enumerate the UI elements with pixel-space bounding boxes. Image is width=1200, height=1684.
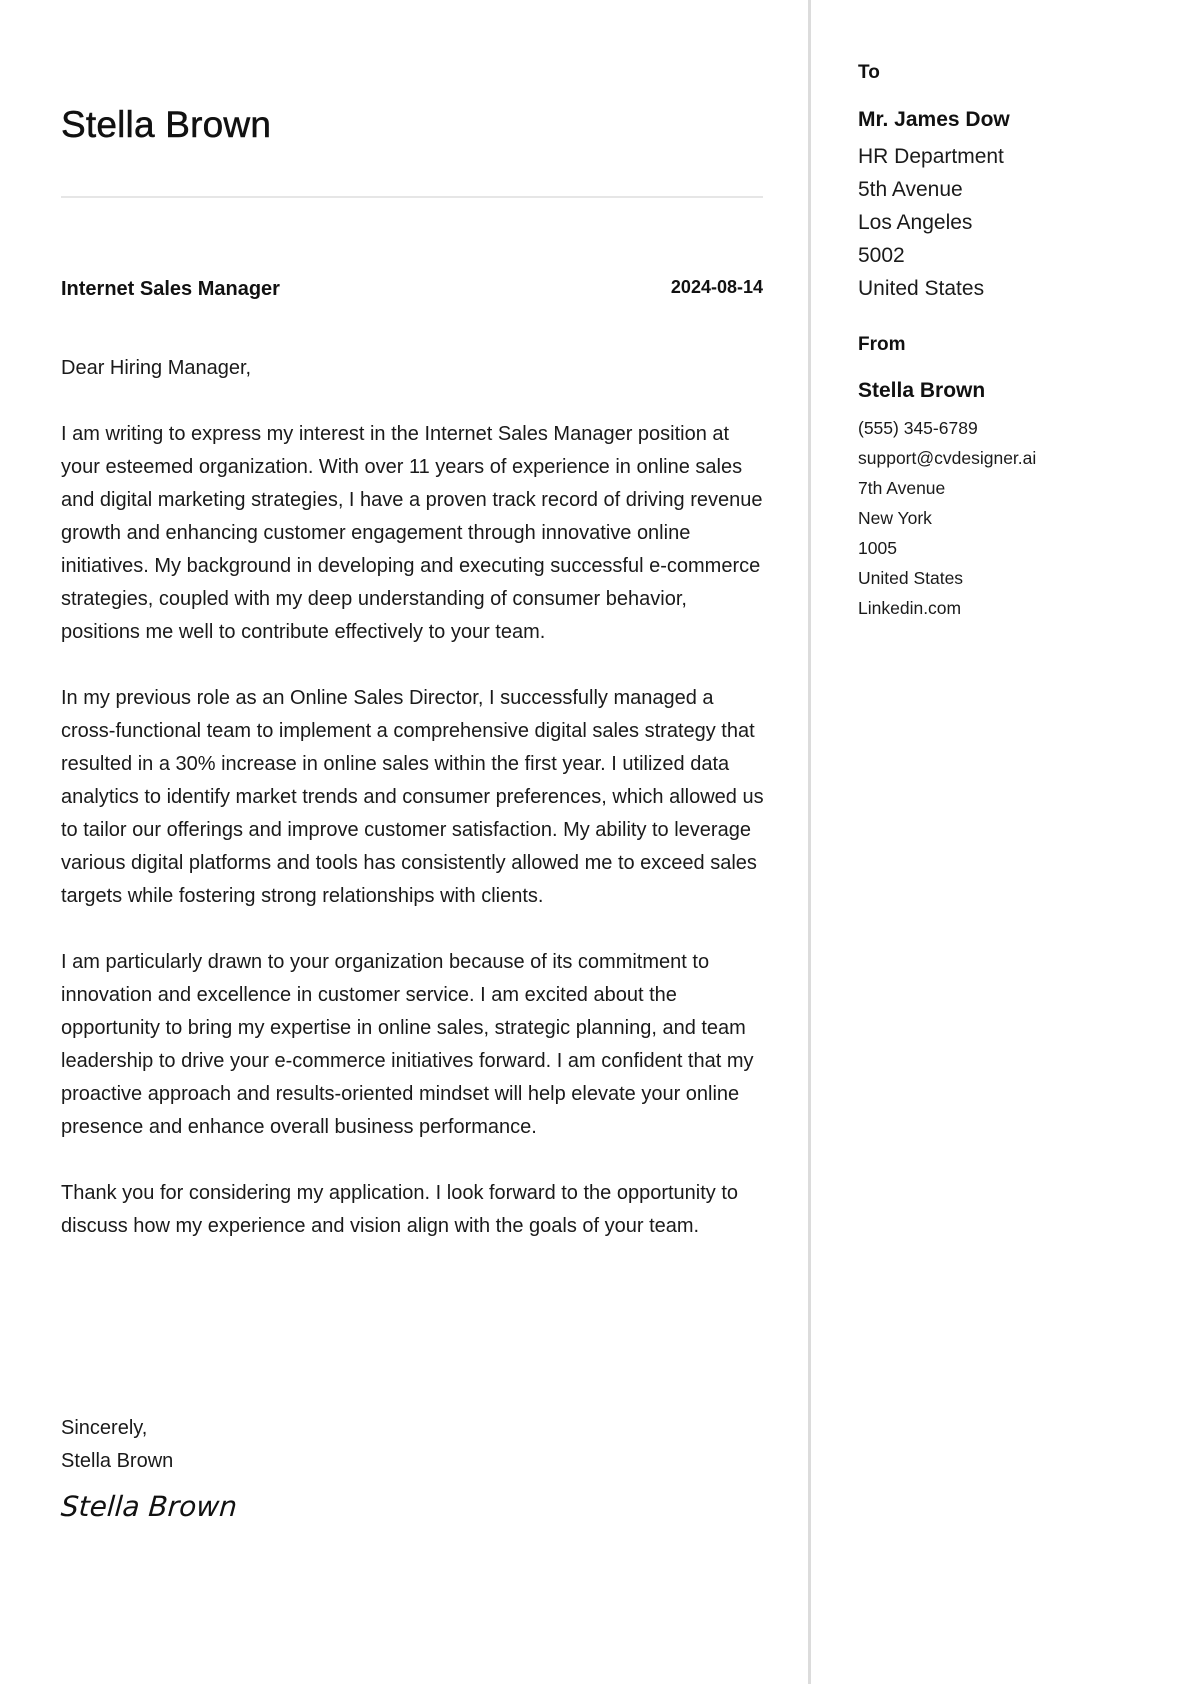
sender-contact — [858, 413, 1036, 623]
recipient-zip: 5002 — [858, 244, 905, 267]
greeting: Dear Hiring Manager, — [61, 357, 252, 379]
body-paragraph-4: Thank you for considering my application. I look forward to the opportunity to discuss how my experience and vision align with the goals of your team. — [61, 1182, 739, 1237]
applicant-name: Stella Brown — [61, 104, 272, 145]
letter-date: 2024-08-14 — [670, 277, 763, 297]
sender-name: Stella Brown — [858, 379, 986, 402]
sender-email: support@cvdesigner.ai — [858, 448, 1037, 468]
sender-phone: (555) 345-6789 — [858, 418, 978, 438]
job-title: Internet Sales Manager — [61, 278, 280, 300]
closing-salutation: Sincerely, — [61, 1417, 148, 1439]
closing-block — [61, 1412, 173, 1478]
sender-city: New York — [858, 508, 932, 528]
recipient-address — [858, 140, 1004, 305]
sender-website: Linkedin.com — [858, 598, 962, 618]
recipient-country: United States — [858, 277, 985, 300]
recipient-label: To — [858, 62, 880, 83]
sender-label: From — [858, 334, 906, 355]
letter-body — [61, 352, 771, 1276]
signature: Stella Brown — [59, 1490, 239, 1523]
body-paragraph-3: I am particularly drawn to your organization because of its commitment to innovation and excellence in customer service. I am excited about the opportunity to bring my expertise in online sales, strategic planning, and team leadership to drive your e-commerce initiatives forward. I am confident that my proactive approach and results-oriented mindset will help elevate your online presence and enhance overall business performance. — [61, 951, 754, 1138]
recipient-street: 5th Avenue — [858, 178, 963, 201]
recipient-name: Mr. James Dow — [858, 108, 1010, 131]
sender-country: United States — [858, 568, 964, 588]
closing-name: Stella Brown — [61, 1450, 174, 1472]
recipient-city: Los Angeles — [858, 211, 973, 234]
recipient-department: HR Department — [858, 145, 1004, 168]
column-divider — [808, 0, 811, 1684]
header-divider — [61, 196, 763, 198]
body-paragraph-1: I am writing to express my interest in the Internet Sales Manager position at your esteemed organization. With over 11 years of experience in online sales and digital marketing strategies, I have a proven track record of driving revenue growth and enhancing customer engagement through innovative online initiatives. My background in developing and executing successful e-commerce strategies, coupled with my deep understanding of consumer behavior, positions me well to contribute effectively to your team. — [61, 423, 763, 643]
sender-street: 7th Avenue — [858, 478, 946, 498]
body-paragraph-2: In my previous role as an Online Sales Director, I successfully managed a cross-functional team to implement a comprehensive digital sales strategy that resulted in a 30% increase in online sales within the first year. I utilized data analytics to identify market trends and consumer preferences, which allowed us to tailor our offerings and improve customer satisfaction. My ability to leverage various digital platforms and tools has consistently allowed me to exceed sales targets while fostering strong relationships with clients. — [61, 687, 764, 907]
sender-zip: 1005 — [858, 538, 897, 558]
